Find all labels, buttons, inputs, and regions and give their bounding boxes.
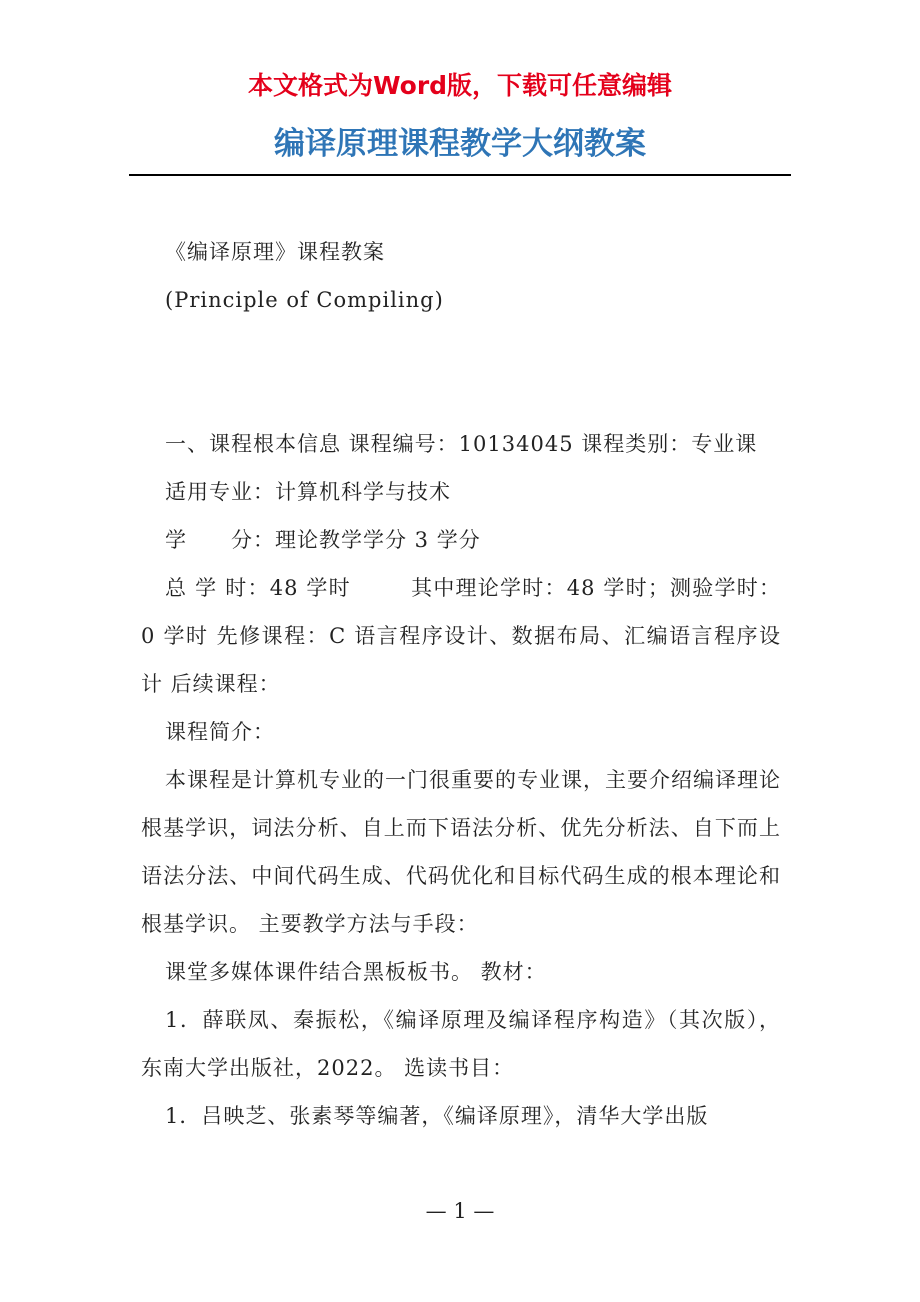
hours-total: 总 学 时：48 学时: [165, 576, 351, 600]
hours-paragraph: [141, 564, 781, 708]
hours-detail: 其中理论学时：48 学时；测验学时：0 学时 先修课程：C 语言程序设计、数据布局、汇编语言程序设计 后续课程：: [141, 576, 781, 696]
credit-paragraph: [141, 516, 781, 564]
blank-space: [141, 324, 781, 420]
document-title: 编译原理课程教学大纲教案: [274, 126, 646, 162]
major-paragraph: 适用专业：计算机科学与技术: [165, 480, 451, 504]
course-name-en: (Principle of Compiling): [165, 288, 444, 312]
document-body: [141, 228, 781, 1140]
intro-label: 课程简介：: [165, 720, 275, 744]
basic-info-paragraph: 一、课程根本信息 课程编号：10134045 课程类别：专业课: [165, 432, 758, 456]
download-banner: 本文格式为Word版，下载可任意编辑: [247, 71, 673, 100]
credit-label-a: 学: [165, 528, 187, 552]
methods-paragraph: 课堂多媒体课件结合黑板板书。 教材：: [165, 960, 547, 984]
credit-label-b: 分：理论教学学分 3 学分: [231, 528, 481, 552]
title-divider: [129, 174, 791, 176]
page-number: — 1 —: [425, 1199, 495, 1223]
reading-paragraph: 1．吕映芝、张素琴等编著，《编译原理》，清华大学出版: [165, 1104, 709, 1128]
course-name-cn: 《编译原理》课程教案: [165, 240, 385, 264]
intro-paragraph: 本课程是计算机专业的一门很重要的专业课，主要介绍编译理论根基学识，词法分析、自上而下语法分析、优先分析法、自下而上语法分法、中间代码生成、代码优化和目标代码生成的根本理论和根基学识。 主要教学方法与手段：: [141, 768, 781, 936]
textbook-paragraph: 1．薛联凤、秦振松，《编译原理及编译程序构造》（其次版），东南大学出版社，2022。 选读书目：: [141, 1008, 781, 1080]
